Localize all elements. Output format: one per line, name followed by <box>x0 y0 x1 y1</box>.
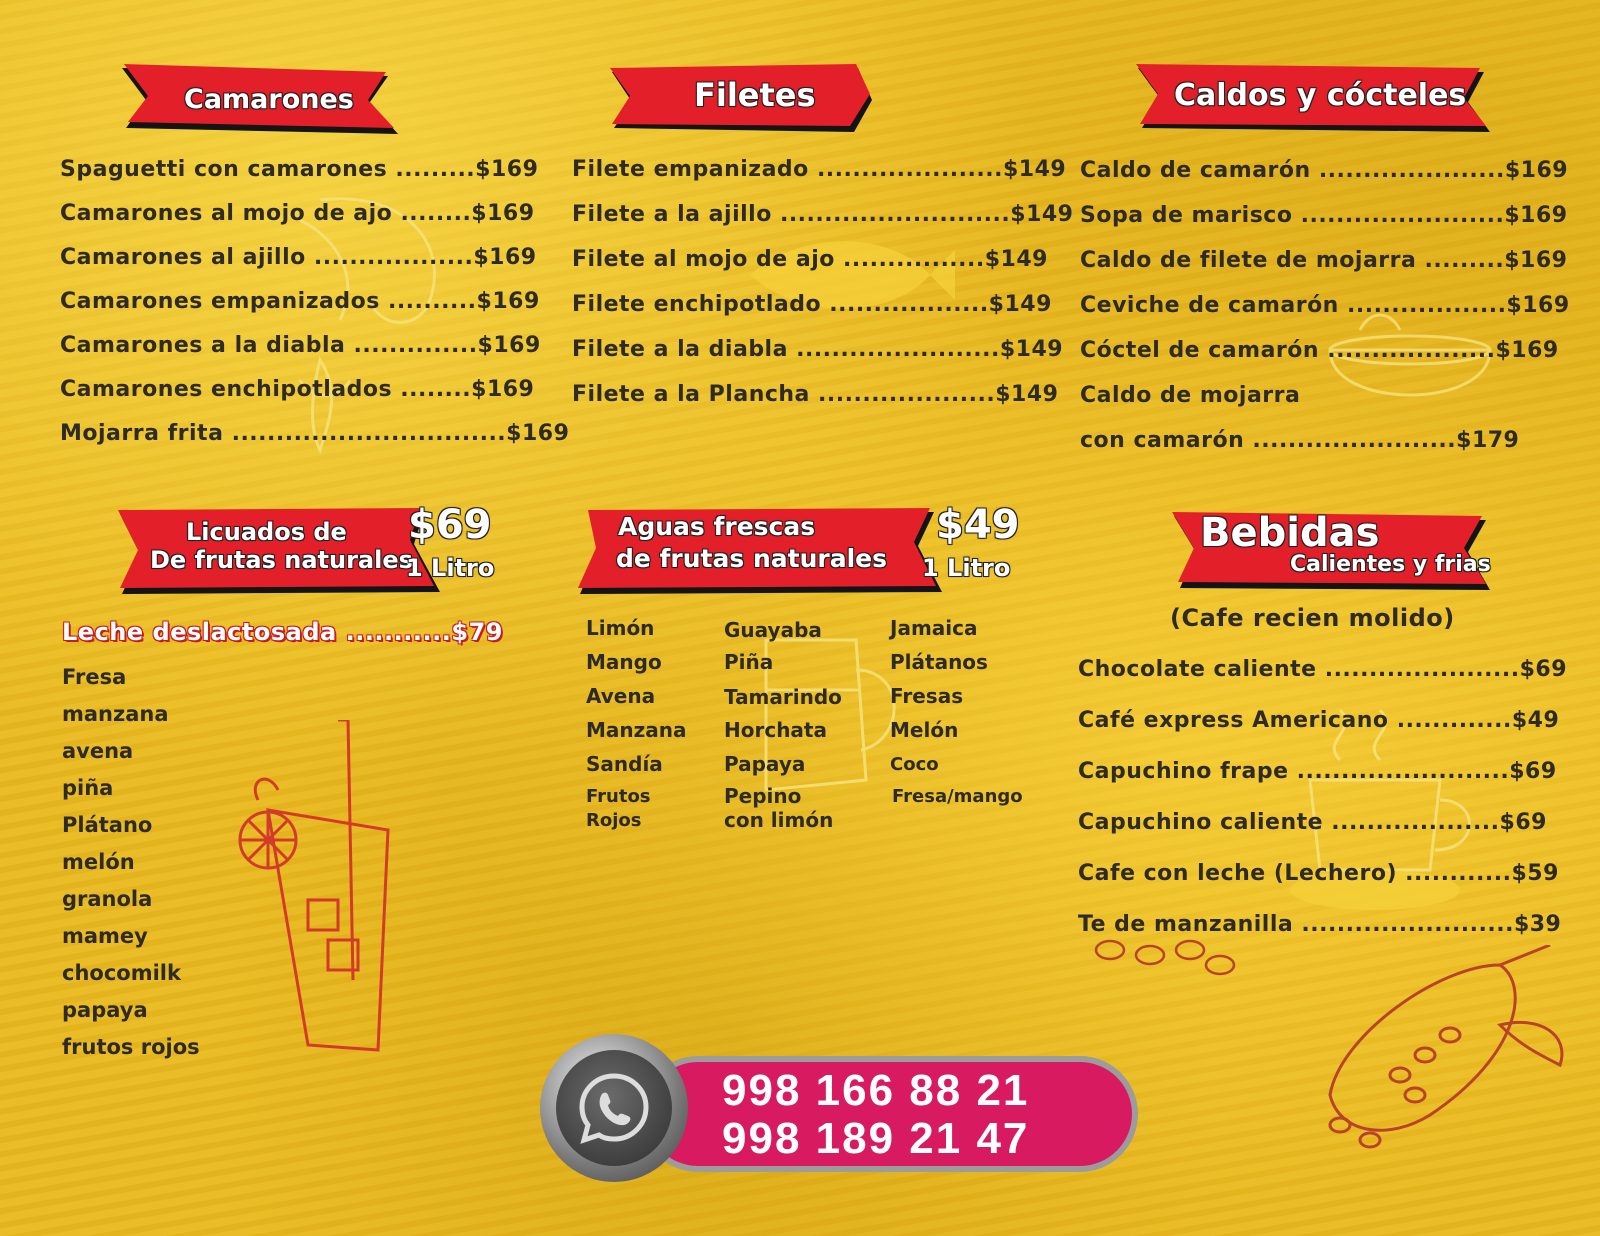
aguas-flavor: Plátanos <box>890 650 988 674</box>
caldos-item: Caldo de camarón .....................$169 <box>1080 158 1569 183</box>
caldos-item: Sopa de marisco .......................$169 <box>1080 203 1568 228</box>
licuados-featured-item: Leche deslactosada ...........$79 <box>62 618 503 646</box>
bebidas-subtitle: Calientes y frias <box>1290 552 1491 577</box>
aguas-flavor: Limón <box>586 616 655 640</box>
aguas-title-line1: Aguas frescas <box>618 512 816 541</box>
filetes-title: Filetes <box>694 76 816 114</box>
licuados-flavor: Fresa <box>62 665 127 689</box>
licuados-flavor: melón <box>62 850 135 874</box>
bebidas-title: Bebidas <box>1200 510 1380 556</box>
camarones-item: Camarones empanizados ..........$169 <box>60 289 540 314</box>
licuados-flavor: mamey <box>62 924 148 948</box>
licuados-size: 1 Litro <box>406 554 495 582</box>
drink-glass-sketch-icon <box>228 720 428 1060</box>
aguas-flavor: Fresas <box>890 684 964 708</box>
aguas-flavor: Frutos <box>586 786 651 807</box>
aguas-flavor: Papaya <box>724 752 806 776</box>
licuados-banner <box>114 502 504 598</box>
camarones-banner <box>118 62 402 142</box>
aguas-flavor: Tamarindo <box>724 685 842 709</box>
bebidas-item: Capuchino frape ........................$69 <box>1078 759 1557 784</box>
camarones-item: Camarones enchipotlados ........$169 <box>60 377 535 402</box>
aguas-title-line2: de frutas naturales <box>616 544 887 573</box>
licuados-title-line1: Licuados de <box>186 518 347 546</box>
licuados-title-line2: De frutas naturales <box>150 546 413 574</box>
filetes-item: Filete a la Plancha ....................$149 <box>572 382 1059 407</box>
caldos-item: Cóctel de camarón ...................$169 <box>1080 338 1559 363</box>
caldos-title: Caldos y cócteles <box>1174 78 1467 113</box>
aguas-price: $49 <box>936 502 1020 548</box>
caldos-item: Caldo de mojarra <box>1080 383 1301 408</box>
caldos-item: Caldo de filete de mojarra .........$169 <box>1080 248 1568 273</box>
filetes-banner <box>608 62 876 136</box>
bebidas-note: (Cafe recien molido) <box>1170 604 1455 632</box>
licuados-price: $69 <box>408 502 492 548</box>
aguas-flavor: Fresa/mango <box>892 786 1023 807</box>
filetes-item: Filete a la ajillo ..........................$149 <box>572 202 1074 227</box>
aguas-flavor: Guayaba <box>724 618 822 642</box>
filetes-item: Filete a la diabla .......................$149 <box>572 337 1064 362</box>
camarones-item: Camarones a la diabla ..............$169 <box>60 333 541 358</box>
aguas-flavor: con limón <box>724 808 834 832</box>
aguas-flavor: Rojos <box>586 810 642 831</box>
camarones-item: Camarones al ajillo ..................$169 <box>60 245 537 270</box>
filetes-item: Filete al mojo de ajo ................$149 <box>572 247 1048 272</box>
coffee-scoop-sketch-icon <box>1300 945 1580 1155</box>
filetes-item: Filete enchipotlado ..................$149 <box>572 292 1052 317</box>
aguas-flavor: Horchata <box>724 718 827 742</box>
camarones-item: Mojarra frita ...............................$169 <box>60 421 570 446</box>
bebidas-item: Capuchino caliente ...................$69 <box>1078 810 1547 835</box>
aguas-banner <box>574 502 1020 598</box>
aguas-flavor: Sandía <box>586 752 663 776</box>
camarones-item: Camarones al mojo de ajo ........$169 <box>60 201 535 226</box>
licuados-flavor: chocomilk <box>62 961 181 985</box>
licuados-flavor: Plátano <box>62 813 153 837</box>
bebidas-item: Cafe con leche (Lechero) ............$59 <box>1078 861 1559 886</box>
aguas-size: 1 Litro <box>922 554 1011 582</box>
licuados-flavor: papaya <box>62 998 148 1022</box>
phone-number-1[interactable]: 998 166 88 21 <box>722 1066 1030 1115</box>
phone-number-2[interactable]: 998 189 21 47 <box>722 1114 1030 1163</box>
soup-bowl-sketch-icon <box>1320 300 1500 430</box>
licuados-flavor: piña <box>62 776 114 800</box>
bebidas-item: Te de manzanilla ........................$39 <box>1078 912 1562 937</box>
coffee-beans-sketch-icon <box>1090 930 1240 980</box>
caldos-banner <box>1134 62 1494 138</box>
aguas-flavor: Avena <box>586 684 656 708</box>
aguas-flavor: Coco <box>890 754 939 775</box>
aguas-flavor: Piña <box>724 650 774 674</box>
aguas-flavor: Jamaica <box>890 616 978 640</box>
bebidas-item: Café express Americano .............$49 <box>1078 708 1560 733</box>
camarones-title: Camarones <box>184 84 354 115</box>
aguas-flavor: Mango <box>586 650 662 674</box>
filetes-item: Filete empanizado .....................$149 <box>572 157 1067 182</box>
aguas-flavor: Pepino <box>724 784 802 808</box>
aguas-flavor: Melón <box>890 718 959 742</box>
bebidas-banner <box>1166 510 1494 594</box>
caldos-item: Ceviche de camarón ..................$169 <box>1080 293 1570 318</box>
licuados-flavor: avena <box>62 739 134 763</box>
licuados-flavor: frutos rojos <box>62 1035 200 1059</box>
aguas-flavor: Manzana <box>586 718 687 742</box>
licuados-flavor: granola <box>62 887 153 911</box>
bebidas-item: Chocolate caliente ......................$69 <box>1078 657 1567 682</box>
licuados-flavor: manzana <box>62 702 169 726</box>
camarones-item: Spaguetti con camarones .........$169 <box>60 157 539 182</box>
whatsapp-icon <box>574 1068 654 1148</box>
caldos-item: con camarón .......................$179 <box>1080 428 1520 453</box>
